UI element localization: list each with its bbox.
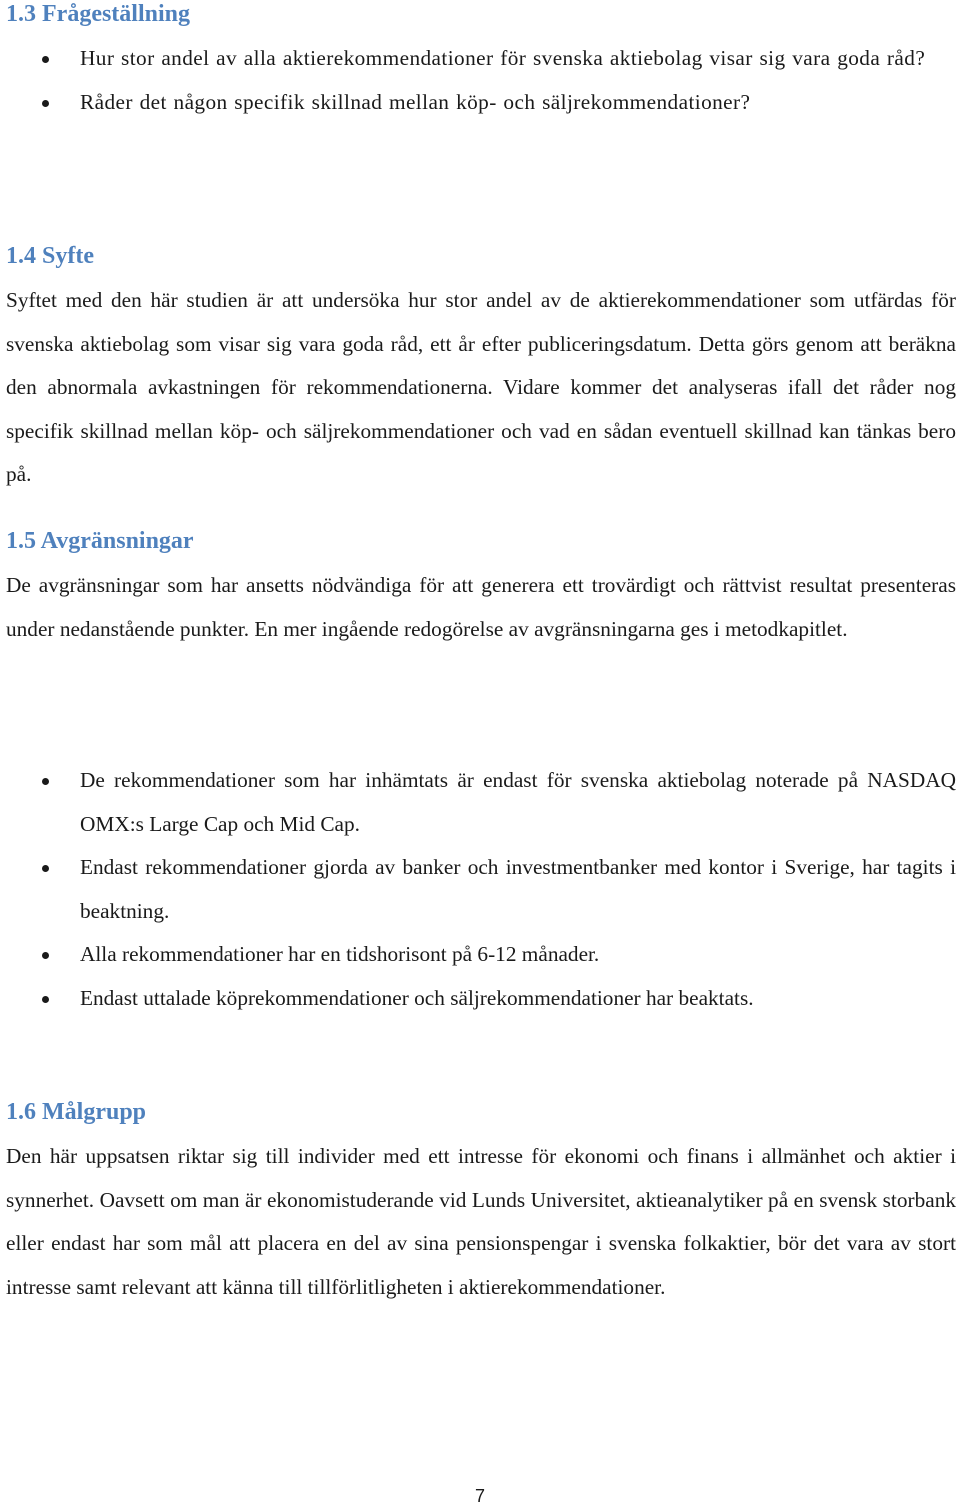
list-item-text: Hur stor andel av alla aktierekommendationer för svenska aktiebolag visar sig vara goda råd? (80, 46, 926, 70)
syfte-paragraph: Syftet med den här studien är att undersöka hur stor andel av de aktierekommendationer som utfärdas för svenska aktiebolag som visar sig vara goda råd, ett år efter publiceringsdatum. Detta görs genom att beräkna den abnormala avkastningen för rekommendationerna. Vidare kommer det analyseras ifall det råder nog specifik skillnad mellan köp- och säljrekommendationer och vad en sådan eventuell skillnad kan tänkas bero på. (6, 288, 956, 486)
malgrupp-paragraph: Den här uppsatsen riktar sig till individer med ett intresse för ekonomi och finans i allmänhet och aktier i synnerhet. Oavsett om man är ekonomistuderande vid Lunds Universitet, aktieanalytiker på en svensk storbank eller endast har som mål att placera en del av sina pensionspengar i svenska folkaktier, bör det vara av stort intresse samt relevant att känna till tillförlitligheten i aktierekommendationer. (6, 1144, 956, 1299)
bullet-icon (42, 952, 49, 959)
list-item (0, 37, 956, 81)
avgransningar-paragraph: De avgränsningar som har ansetts nödvändiga för att generera ett trovärdigt och rättvist resultat presenteras under nedanstående punkter. En mer ingående redogörelse av avgränsningarna ges i metodkapitlet. (6, 573, 956, 641)
heading-malgrupp: 1.6 Målgrupp (6, 1099, 147, 1125)
bullet-icon (42, 865, 49, 872)
list-item (0, 846, 956, 933)
fragestallning-list (0, 37, 956, 124)
heading-fragestallning: 1.3 Frågeställning (6, 1, 190, 27)
bullet-icon (42, 996, 49, 1003)
list-item-text: Alla rekommendationer har en tidshorisont på 6-12 månader. (80, 942, 600, 966)
heading-avgransningar: 1.5 Avgränsningar (6, 528, 194, 554)
list-item-text: Endast uttalade köprekommendationer och säljrekommendationer har beaktats. (80, 985, 754, 1010)
bullet-icon (42, 56, 49, 63)
list-item-text: De rekommendationer som har inhämtats är endast för svenska aktiebolag noterade på NASDAQ OMX:s Large Cap och Mid Cap. (80, 768, 956, 836)
list-item (0, 81, 956, 125)
list-item-text: Endast rekommendationer gjorda av banker och investmentbanker med kontor i Sverige, har tagits i beaktning. (80, 855, 956, 923)
list-item (0, 977, 956, 1021)
page-number: 7 (474, 1486, 485, 1506)
avgransningar-list (0, 759, 956, 1020)
bullet-icon (42, 778, 49, 785)
list-item (0, 933, 956, 977)
heading-syfte: 1.4 Syfte (6, 243, 94, 269)
bullet-icon (42, 100, 49, 107)
list-item (0, 759, 956, 846)
list-item-text: Råder det någon specifik skillnad mellan köp- och säljrekommendationer? (80, 89, 751, 114)
